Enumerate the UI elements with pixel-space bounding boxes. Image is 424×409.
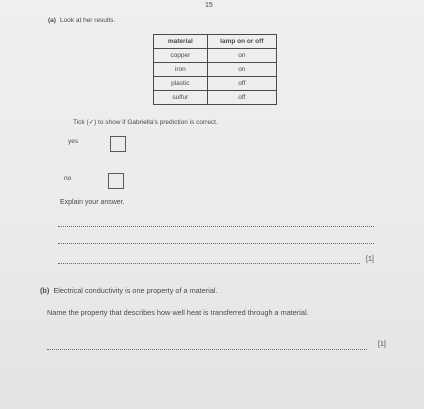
question-a-label: (a) — [48, 17, 56, 24]
material-cell: plastic — [154, 77, 208, 91]
answer-line[interactable] — [58, 226, 374, 227]
results-table — [153, 34, 277, 105]
material-cell: copper — [154, 49, 208, 63]
question-a-intro — [48, 17, 115, 24]
yes-checkbox[interactable] — [110, 136, 126, 152]
marks-a: [1] — [366, 256, 374, 263]
tick-instruction: Tick (✓) to show if Gabriella's prediction is correct. — [73, 119, 218, 126]
header-material: material — [154, 35, 208, 49]
header-lamp: lamp on or off — [207, 35, 276, 49]
answer-line[interactable] — [58, 263, 360, 264]
answer-line[interactable] — [47, 349, 367, 350]
lamp-cell: off — [207, 91, 276, 105]
table-row — [154, 63, 277, 77]
question-b-intro — [40, 286, 218, 295]
table-row — [154, 91, 277, 105]
lamp-cell: on — [207, 49, 276, 63]
answer-line[interactable] — [58, 243, 374, 244]
question-b-prompt: Name the property that describes how well heat is transferred through a material. — [47, 308, 309, 317]
question-a-text: Look at her results. — [59, 17, 116, 24]
explain-prompt: Explain your answer. — [60, 199, 125, 206]
page-number: 15 — [205, 2, 213, 9]
question-b-label: (b) — [40, 286, 50, 295]
marks-b: [1] — [378, 341, 386, 348]
table-row — [154, 77, 277, 91]
material-cell: iron — [154, 63, 208, 77]
material-cell: sulfur — [154, 91, 208, 105]
yes-label: yes — [68, 138, 79, 145]
lamp-cell: on — [207, 63, 276, 77]
results-table-header-row — [154, 35, 277, 49]
lamp-cell: off — [207, 77, 276, 91]
no-label: no — [64, 175, 72, 182]
no-checkbox[interactable] — [108, 173, 124, 189]
table-row — [154, 49, 277, 63]
question-b-statement: Electrical conductivity is one property of a material. — [53, 286, 218, 295]
